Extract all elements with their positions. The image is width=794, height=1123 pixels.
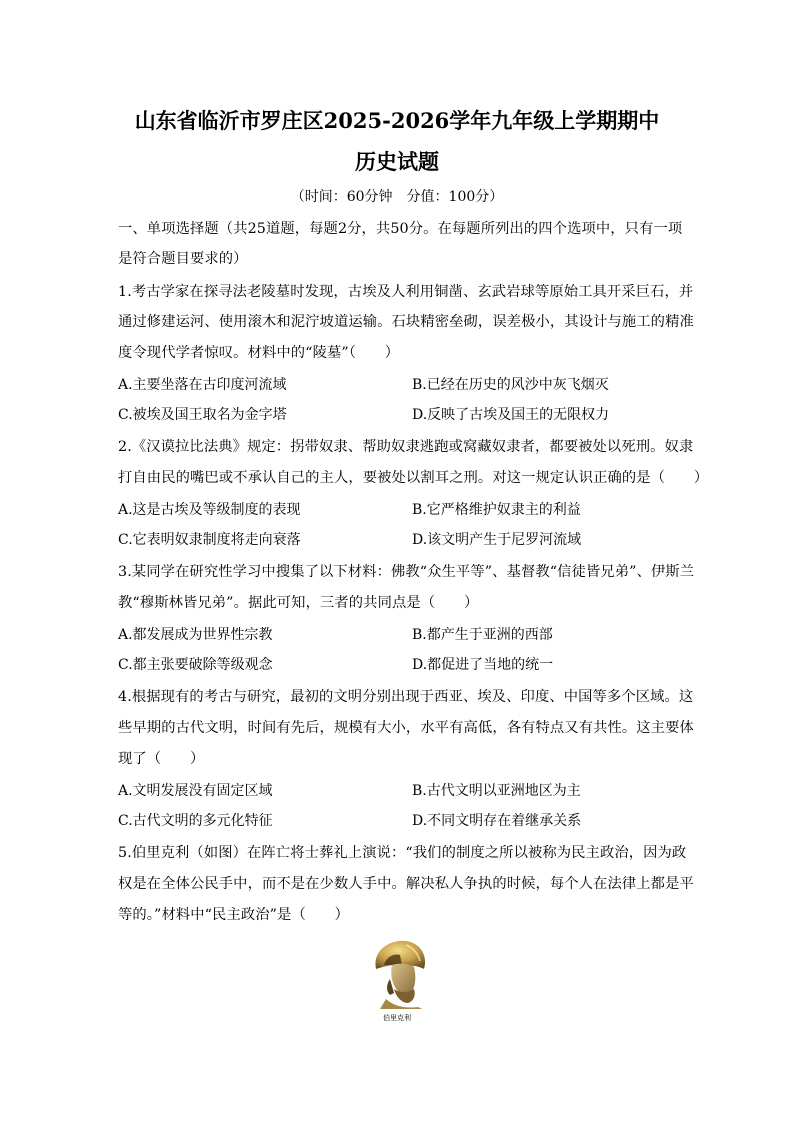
q4-option-b: B.古代文明以亚洲地区为主 — [412, 783, 581, 799]
q4-stem-line: 现了（ ） — [118, 751, 205, 767]
exam-time-and-score: （时间：60分钟 分值：100分） — [290, 189, 504, 205]
q1-option-a: A.主要坐落在古印度河流域 — [118, 377, 287, 393]
exam-title: 山东省临沂市罗庄区2025-2026学年九年级上学期期中 — [134, 108, 660, 133]
q3-stem-line: 教“穆斯林皆兄弟”。据此可知，三者的共同点是（ ） — [118, 595, 479, 611]
q1-stem-line: 度令现代学者惊叹。材料中的“陵墓”（ ） — [118, 345, 400, 361]
q4-option-c: C.古代文明的多元化特征 — [118, 813, 273, 829]
q5-stem-line: 等的。”材料中“民主政治”是（ ） — [118, 907, 350, 923]
q3-stem-line: 3.某同学在研究性学习中搜集了以下材料：佛教“众生平等”、基督教“信徒皆兄弟”、伊斯兰 — [118, 564, 695, 580]
q3-option-c: C.都主张要破除等级观念 — [118, 657, 273, 673]
q3-option-a: A.都发展成为世界性宗教 — [118, 627, 273, 643]
section-instructions-cont: 是符合题目要求的） — [118, 251, 248, 267]
section-instructions: 一、单项选择题（共25道题，每题2分，共50分。在每题所列出的四个选项中，只有一项 — [118, 221, 683, 237]
q3-option-d: D.都促进了当地的统一 — [412, 657, 554, 673]
q2-stem-line: 2.《汉谟拉比法典》规定：拐带奴隶、帮助奴隶逃跑或窝藏奴隶者，都要被处以死刑。奴隶 — [118, 439, 694, 455]
q2-option-b: B.它严格维护奴隶主的利益 — [412, 502, 581, 518]
q1-stem-line: 1.考古学家在探寻法老陵墓时发现，古埃及人利用铜凿、玄武岩球等原始工具开采巨石，并 — [118, 284, 694, 300]
exam-subtitle: 历史试题 — [355, 149, 439, 174]
q5-stem-line: 权是在全体公民手中，而不是在少数人手中。解决私人争执的时候，每个人在法律上都是平 — [118, 876, 694, 892]
q4-stem-line: 4.根据现有的考古与研究，最初的文明分别出现于西亚、埃及、印度、中国等多个区域。这 — [118, 689, 694, 705]
q1-stem-line: 通过修建运河、使用滚木和泥泞坡道运输。石块精密垒砌，误差极小，其设计与施工的精准 — [118, 314, 694, 330]
q4-stem-line: 些早期的古代文明，时间有先后，规模有大小，水平有高低，各有特点又有共性。这主要体 — [118, 720, 694, 736]
q2-option-d: D.该文明产生于尼罗河流域 — [412, 532, 582, 548]
q2-option-a: A.这是古埃及等级制度的表现 — [118, 502, 301, 518]
portrait-caption: 伯里克利 — [383, 1014, 411, 1022]
q1-option-d: D.反映了古埃及国王的无限权力 — [412, 407, 610, 423]
pericles-portrait-image — [362, 935, 432, 1009]
q2-option-c: C.它表明奴隶制度将走向衰落 — [118, 532, 301, 548]
q2-stem-line: 打自由民的嘴巴或不承认自己的主人，要被处以割耳之刑。对这一规定认识正确的是（ ） — [118, 470, 709, 486]
q3-option-b: B.都产生于亚洲的西部 — [412, 627, 553, 643]
q1-option-b: B.已经在历史的风沙中灰飞烟灭 — [412, 377, 609, 393]
q1-option-c: C.被埃及国王取名为金字塔 — [118, 407, 287, 423]
q4-option-d: D.不同文明存在着继承关系 — [412, 813, 582, 829]
q4-option-a: A.文明发展没有固定区域 — [118, 783, 273, 799]
q5-stem-line: 5.伯里克利（如图）在阵亡将士葬礼上演说：“我们的制度之所以被称为民主政治，因为政 — [118, 845, 687, 861]
